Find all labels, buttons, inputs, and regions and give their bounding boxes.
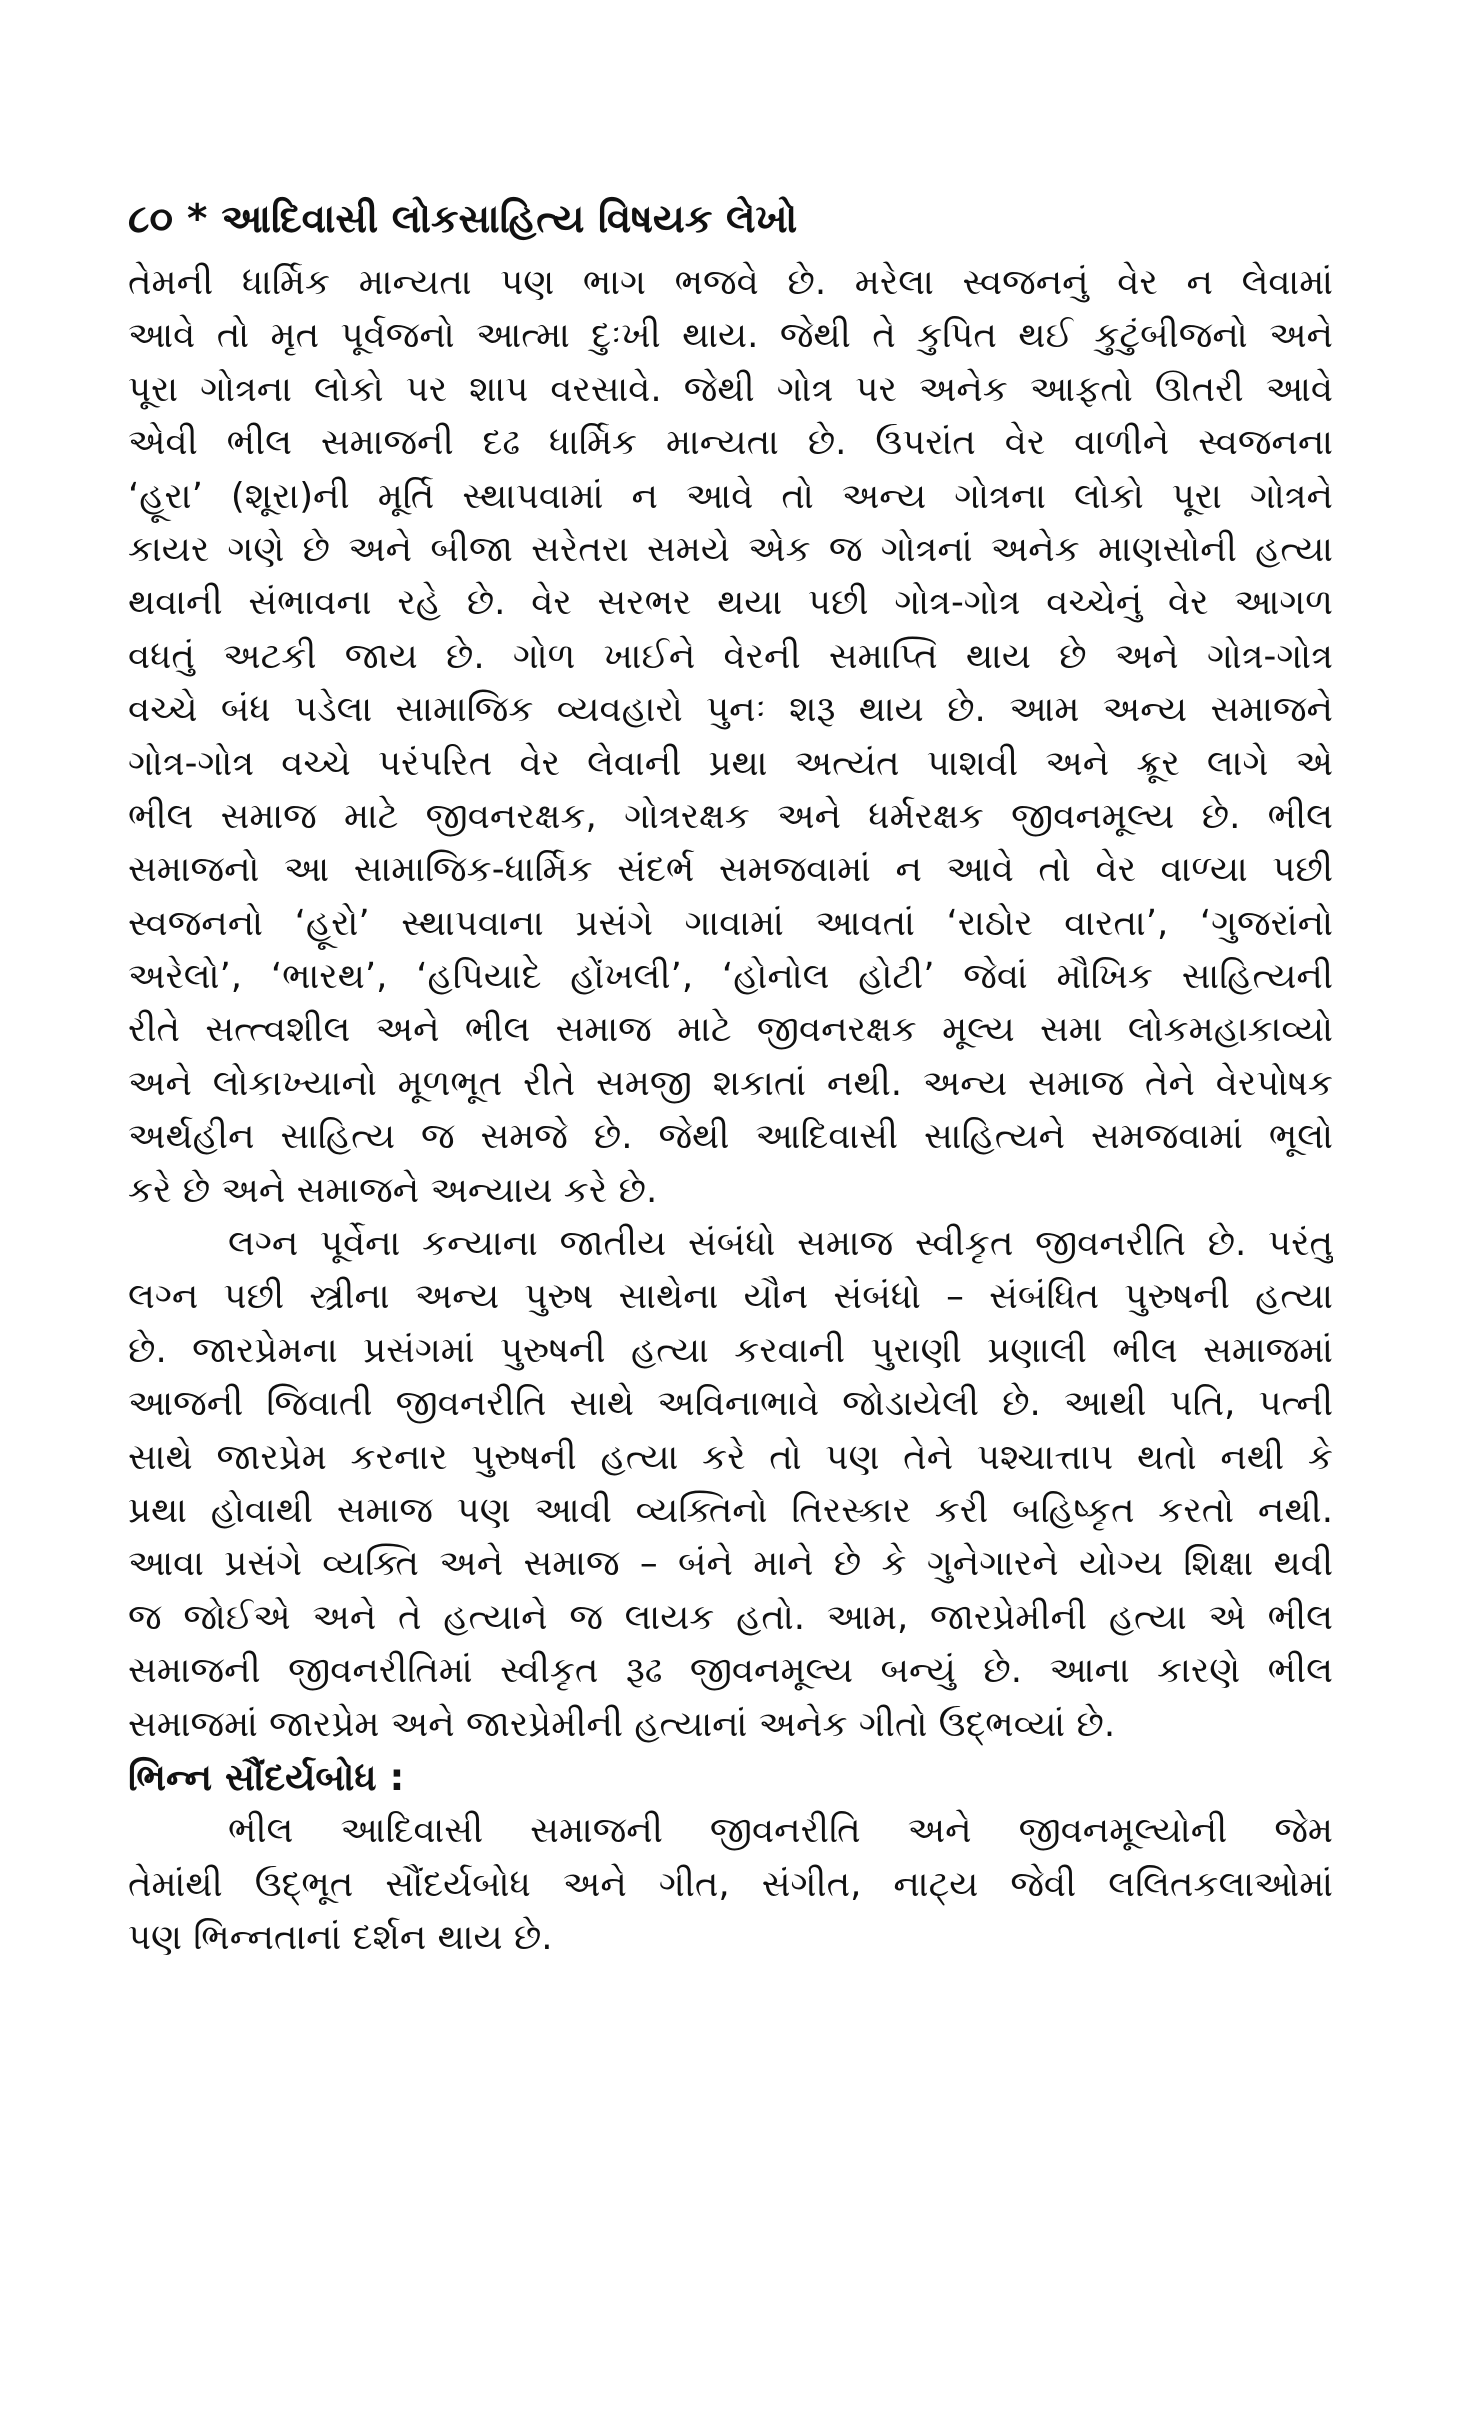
text-line: છે. જારપ્રેમના પ્રસંગમાં પુરુષની હત્યા કરવાની પુરાણી પ્રણાલી ભીલ સમાજમાં [128, 1329, 1333, 1371]
book-page [128, 190, 1333, 1965]
text-line: ભીલ આદિવાસી સમાજની જીવનરીતિ અને જીવનમૂલ્યોની જેમ [228, 1810, 1333, 1852]
text-line: લગ્ન પછી સ્ત્રીના અન્ય પુરુષ સાથેના યૌન સંબંધો – સંબંધિત પુરુષની હત્યા [128, 1276, 1333, 1318]
text-line: કરે છે અને સમાજને અન્યાય કરે છે. [128, 1169, 658, 1211]
paragraph-2 [128, 1217, 1333, 1751]
text-line: સમાજમાં જારપ્રેમ અને જારપ્રેમીની હત્યાનાં અનેક ગીતો ઉદ્ભવ્યાં છે. [128, 1703, 1116, 1745]
running-header [128, 190, 1333, 250]
text-line: તેમાંથી ઉદ્ભૂત સૌંદર્યબોધ અને ગીત, સંગીત, નાટ્ય જેવી લલિતકલાઓમાં [128, 1863, 1333, 1905]
text-line: એવી ભીલ સમાજની દઢ ધાર્મિક માન્યતા છે. ઉપરાંત વેર વાળીને સ્વજનના [128, 422, 1333, 464]
text-line: તેમની ધાર્મિક માન્યતા પણ ભાગ ભજવે છે. મરેલા સ્વજનનું વેર ન લેવામાં [128, 262, 1333, 303]
text-line: કાયર ગણે છે અને બીજા સરેતરા સમયે એક જ ગોત્રનાં અનેક માણસોની હત્યા [128, 528, 1333, 570]
text-line: થવાની સંભાવના રહે છે. વેર સરભર થયા પછી ગોત્ર-ગોત્ર વચ્ચેનું વેર આગળ [128, 582, 1333, 624]
text-line: પણ ભિન્નતાનાં દર્શન થાય છે. [128, 1917, 553, 1959]
text-line: ‘હૂરા’ (શૂરા)ની મૂર્તિ સ્થાપવામાં ન આવે તો અન્ય ગોત્રના લોકો પૂરા ગોત્રને [128, 475, 1333, 517]
text-line: સાથે જારપ્રેમ કરનાર પુરુષની હત્યા કરે તો પણ તેને પશ્ચાત્તાપ થતો નથી કે [128, 1436, 1333, 1478]
text-line: વધતું અટકી જાય છે. ગોળ ખાઈને વેરની સમાપ્તિ થાય છે અને ગોત્ર-ગોત્ર [128, 635, 1333, 677]
text-line: અર્થહીન સાહિત્ય જ સમજે છે. જેથી આદિવાસી સાહિત્યને સમજવામાં ભૂલો [128, 1116, 1333, 1158]
text-line: અરેલો’, ‘ભારથ’, ‘હપિયાદે હોંખલી’, ‘હોનોલ હોટી’ જેવાં મૌખિક સાહિત્યની [128, 956, 1333, 998]
closing-paragraph [128, 1804, 1333, 1964]
text-line: પૂરા ગોત્રના લોકો પર શાપ વરસાવે. જેથી ગોત્ર પર અનેક આફતો ઊતરી આવે [128, 368, 1333, 410]
text-line: લગ્ન પૂર્વેના કન્યાના જાતીય સંબંધો સમાજ સ્વીકૃત જીવનરીતિ છે. પરંતુ [228, 1223, 1333, 1265]
text-line: અને લોકાખ્યાનો મૂળભૂત રીતે સમજી શકાતાં નથી. અન્ય સમાજ તેને વેરપોષક [128, 1062, 1333, 1104]
section-subheading: ભિન્ન સૌંદર્યબોધ : [128, 1755, 405, 1799]
text-line: સમાજની જીવનરીતિમાં સ્વીકૃત રૂઢ જીવનમૂલ્ય બન્યું છે. આના કારણે ભીલ [128, 1650, 1333, 1692]
page-number: ૮૦ [128, 197, 173, 242]
text-line: આજની જિવાતી જીવનરીતિ સાથે અવિનાભાવે જોડાયેલી છે. આથી પતિ, પત્ની [128, 1383, 1333, 1425]
text-line: આવે તો મૃત પૂર્વજનો આત્મા દુઃખી થાય. જેથી તે કુપિત થઈ કુટુંબીજનો અને [128, 315, 1333, 357]
text-line: રીતે સત્ત્વશીલ અને ભીલ સમાજ માટે જીવનરક્ષક મૂલ્ય સમા લોકમહાકાવ્યો [128, 1009, 1333, 1051]
asterisk-separator: * [186, 197, 208, 242]
text-line: ભીલ સમાજ માટે જીવનરક્ષક, ગોત્રરક્ષક અને ધર્મરક્ષક જીવનમૂલ્ય છે. ભીલ [128, 795, 1333, 837]
text-line: સ્વજનનો ‘હૂરો’ સ્થાપવાના પ્રસંગે ગાવામાં આવતાં ‘રાઠોર વારતા’, ‘ગુજરાંનો [128, 902, 1333, 944]
text-line: આવા પ્રસંગે વ્યક્તિ અને સમાજ – બંને માને છે કે ગુનેગારને યોગ્ય શિક્ષા થવી [128, 1543, 1333, 1585]
text-line: ગોત્ર-ગોત્ર વચ્ચે પરંપરિત વેર લેવાની પ્રથા અત્યંત પાશવી અને ક્રૂર લાગે એ [128, 742, 1333, 784]
text-line: સમાજનો આ સામાજિક-ધાર્મિક સંદર્ભ સમજવામાં ન આવે તો વેર વાળ્યા પછી [128, 849, 1333, 891]
paragraph-1 [128, 256, 1333, 1217]
running-title: આદિવાસી લોકસાહિત્ય વિષયક લેખો [221, 197, 798, 242]
text-line: પ્રથા હોવાથી સમાજ પણ આવી વ્યક્તિનો તિરસ્કાર કરી બહિષ્કૃત કરતો નથી. [128, 1489, 1333, 1531]
text-line: જ જોઈએ અને તે હત્યાને જ લાયક હતો. આમ, જારપ્રેમીની હત્યા એ ભીલ [128, 1596, 1333, 1638]
text-line: વચ્ચે બંધ પડેલા સામાજિક વ્યવહારો પુનઃ શરૂ થાય છે. આમ અન્ય સમાજને [128, 689, 1333, 731]
